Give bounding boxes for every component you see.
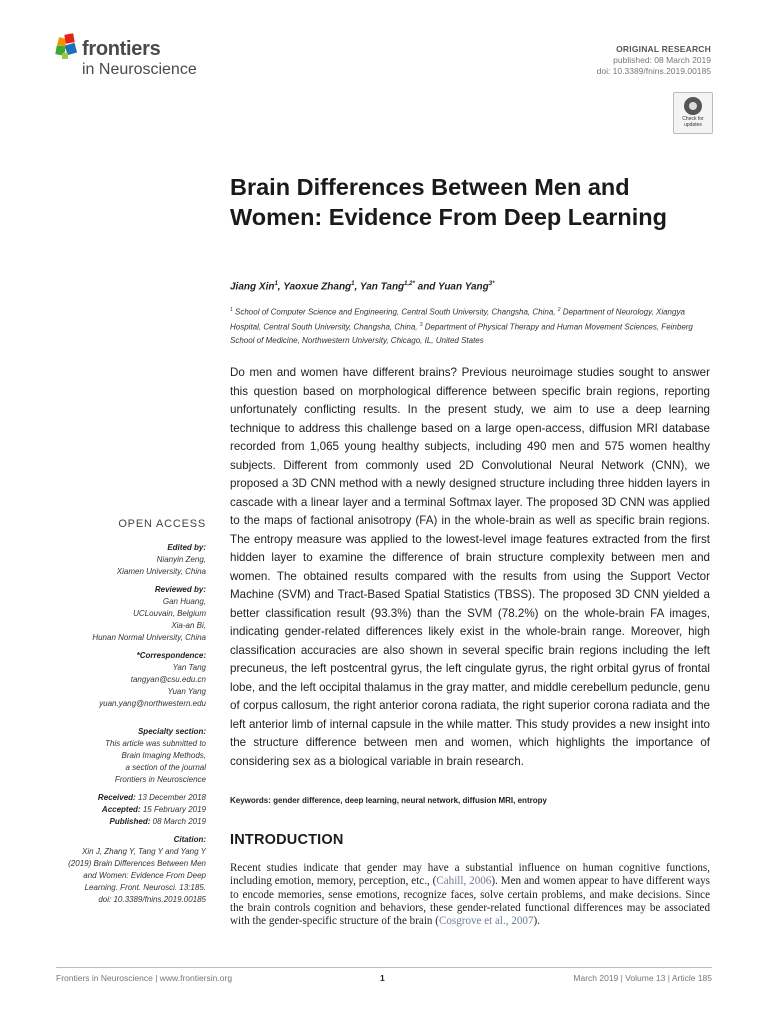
doi-link[interactable]: doi: 10.3389/fnins.2019.00185 — [596, 66, 711, 76]
dates-block — [16, 792, 206, 828]
specialty-line: Brain Imaging Methods, — [121, 751, 206, 760]
frontiers-logo-icon — [56, 34, 78, 60]
affiliations — [230, 304, 710, 348]
footer-journal-link[interactable]: Frontiers in Neuroscience | www.frontiersin.org — [56, 973, 233, 983]
reviewer-line: Hunan Normal University, China — [92, 633, 206, 642]
specialty-block — [16, 726, 206, 786]
reviewer-line: Gan Huang, — [162, 597, 206, 606]
affil-sup: 1 — [230, 307, 233, 313]
author-name[interactable]: Yaoxue Zhang — [283, 281, 352, 293]
intro-text: ). Men and women appear to have different ways to encode memories, sense emotions, recognize faces, solve certain problems, and make decisions. Since the brain controls cognition and behaviors, these gender-related functional differences may be associated with the gender-specific structure of the brain ( — [230, 875, 710, 928]
reviewed-by-block — [16, 584, 206, 644]
citation-block — [16, 834, 206, 906]
specialty-heading: Specialty section: — [137, 727, 206, 736]
published-date-sidebar: 08 March 2019 — [152, 817, 206, 826]
article-sidebar — [16, 518, 206, 912]
citation-line: Learning. Front. Neurosci. 13:185. — [84, 883, 206, 892]
correspondent-email[interactable]: tangyan@csu.edu.cn — [130, 675, 206, 684]
footer-issue-info: March 2019 | Volume 13 | Article 185 — [573, 973, 712, 983]
section-heading-introduction: INTRODUCTION — [230, 832, 344, 848]
article-meta — [597, 44, 711, 77]
citation-heading: Citation: — [173, 835, 206, 844]
citation-line: (2019) Brain Differences Between Men — [68, 859, 206, 868]
logo-word-journal: in Neuroscience — [82, 61, 197, 78]
citation-line: doi: 10.3389/fnins.2019.00185 — [98, 895, 206, 904]
author-name[interactable]: Jiang Xin — [230, 281, 275, 293]
intro-text: Recent studies indicate that gender may have a substantial influence on human cognitive functions, including emotion, memory, perception, etc., ( — [230, 862, 710, 888]
published-date: published: 08 March 2019 — [613, 55, 711, 65]
logo-word-frontiers: frontiers — [82, 38, 161, 60]
citation-line: and Women: Evidence From Deep — [83, 871, 206, 880]
affil-sup: 3 — [419, 322, 423, 329]
intro-text: ). — [533, 915, 540, 928]
edited-by-block — [16, 542, 206, 578]
received-label: Received: — [97, 793, 136, 802]
received-date: 13 December 2018 — [137, 793, 206, 802]
page-number: 1 — [380, 973, 385, 983]
check-for-updates-button[interactable] — [673, 92, 713, 134]
specialty-line: This article was submitted to — [105, 739, 206, 748]
reviewer-line: UCLouvain, Belgium — [133, 609, 206, 618]
author-affil-sup: 3* — [488, 281, 495, 287]
correspondent-name: Yan Tang — [172, 663, 206, 672]
correspondent-email[interactable]: yuan.yang@northwestern.edu — [99, 699, 206, 708]
author-affil-sup: 1 — [274, 281, 278, 287]
affiliation-text: School of Computer Science and Engineering, Central South University, Changsha, China, — [235, 307, 556, 317]
keywords: Keywords: gender difference, deep learning, neural network, diffusion MRI, entropy — [230, 796, 547, 805]
specialty-line: Frontiers in Neuroscience — [114, 775, 206, 784]
open-access-label: OPEN ACCESS — [118, 518, 206, 530]
check-updates-label: Check for updates — [682, 116, 704, 128]
edited-by-heading: Edited by: — [167, 543, 206, 552]
affiliation-text: Department of Physical Therapy and Human Movement Sciences, Feinberg School of Medicine, Northwestern University, Chicago, IL, United States — [230, 322, 693, 346]
accepted-date: 15 February 2019 — [142, 805, 206, 814]
citation-link[interactable]: Cosgrove et al., 2007 — [438, 915, 534, 928]
author-name[interactable]: Yan Tang — [359, 281, 405, 293]
author-affil-sup: 1,2* — [404, 281, 415, 287]
footer-divider — [56, 967, 712, 968]
check-updates-icon — [684, 97, 702, 115]
published-label: Published: — [109, 817, 151, 826]
correspondent-name: Yuan Yang — [167, 687, 206, 696]
reviewer-line: Xia-an Bi, — [171, 621, 206, 630]
author-name[interactable]: Yuan Yang — [438, 281, 489, 293]
citation-link[interactable]: Cahill, 2006 — [436, 875, 492, 888]
paper-title: Brain Differences Between Men and Women: Evidence From Deep Learning — [230, 174, 668, 230]
citation-line: Xin J, Zhang Y, Tang Y and Yang Y — [82, 847, 206, 856]
article-type: ORIGINAL RESEARCH — [616, 44, 711, 54]
editor-line: Nianyin Zeng, — [156, 555, 206, 564]
author-affil-sup: 1 — [351, 281, 355, 287]
correspondence-heading: *Correspondence: — [136, 651, 206, 660]
affiliation-text: Department of Neurology, Xiangya Hospital, Central South University, Changsha, China, — [230, 307, 685, 332]
abstract: Do men and women have different brains? Previous neuroimage studies sought to answer this question based on morphological difference between specific brain regions, reporting unfortunately conflicting results. In the present study, we aim to use a deep learning technique to address this challenge based on a large open-access, diffusion MRI database recorded from 1,065 young healthy subjects, including 490 men and 575 women healthy subjects. Different from commonly used 2D Convolutional Neural Network (CNN), we proposed a 3D CNN method with a newly designed structure including three hidden layers in cascade with a linear layer and a terminal Softmax layer. The proposed 3D CNN was applied to the maps of factional anisotropy (FA) in the whole-brain as well as specific brain regions. The entropy measure was applied to the lowest-level image features extracted from the first hidden layer to examine the difference of brain structure complexity between men and women. The obtained results compared with the results from using the Support Vector Machine (SVM) and Tract-Based Spatial Statistics (TBSS). The proposed 3D CNN yielded a better classification result (93.3%) than the SVM (78.2%) on the whole-brain FA images, indicating gender-related differences likely exist in the whole-brain range. Moreover, high classification accuracies are also shown in several specific brain regions including the left precuneus, the left postcentral gyrus, the left cingulate gyrus, the right orbital gyrus of frontal lobe, and the left occipital thalamus in the gray matter, and middle cerebellum peduncle, genu of corpus callosum, the right anterior corona radiata, the right superior corona radiata and the left anterior limb of internal capsule in the while matter. This study provides a new insight into the structure difference between men and women, which highlights the importance of considering sex as a biological variable in brain research. — [230, 366, 710, 768]
reviewed-by-heading: Reviewed by: — [154, 585, 206, 594]
specialty-line: a section of the journal — [125, 763, 206, 772]
affil-sup: 2 — [557, 307, 561, 313]
correspondence-block — [16, 650, 206, 710]
editor-line: Xiamen University, China — [116, 567, 206, 576]
author-list: Jiang Xin$^1$, Yaoxue Zhang$^1$, Yan Tang$^{1,2*}$ and Yuan Yang$^{3*}$ — [230, 281, 495, 293]
journal-logo[interactable] — [56, 32, 226, 82]
introduction-paragraph — [230, 862, 710, 928]
accepted-label: Accepted: — [101, 805, 141, 814]
